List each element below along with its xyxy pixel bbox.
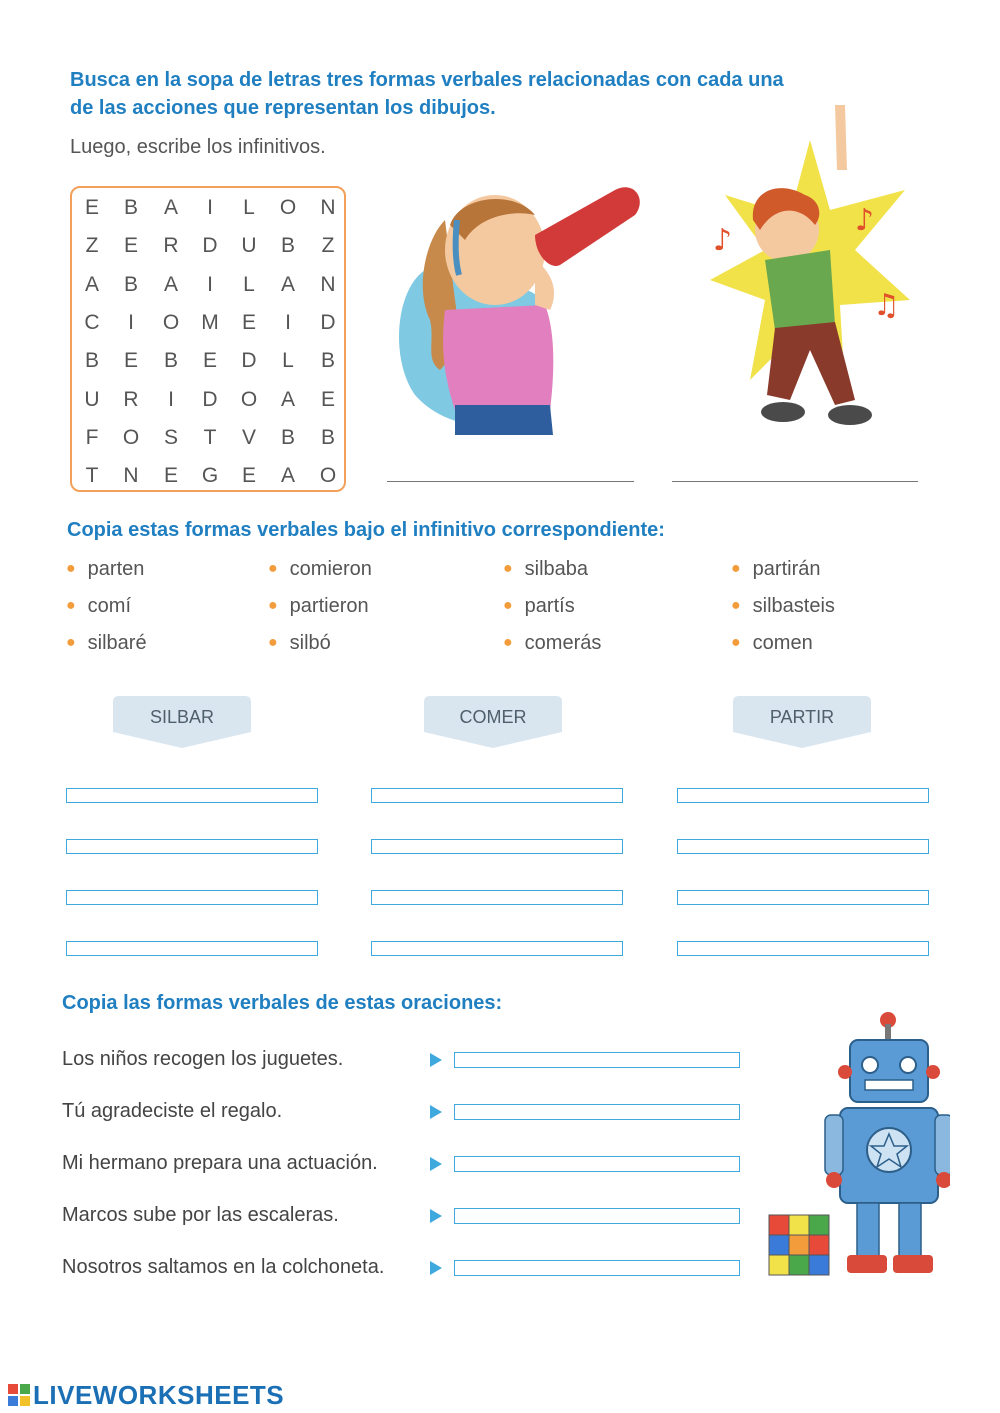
word-search-letter[interactable]: I — [207, 196, 213, 219]
word-search-row — [72, 196, 344, 234]
instruction-then-write: Luego, escribe los infinitivos. — [70, 136, 326, 158]
word-search-letter[interactable]: O — [122, 425, 140, 449]
verb-form-item — [731, 595, 835, 618]
answer-input-comer[interactable] — [371, 941, 623, 956]
word-search-letter[interactable]: I — [168, 387, 174, 411]
verb-form-item — [268, 632, 331, 655]
word-search-row — [72, 349, 344, 387]
instruction-copy-forms: Copia estas formas verbales bajo el infinitivo correspondiente: — [67, 519, 665, 541]
bullet-dot-icon: ● — [731, 597, 741, 614]
sentence-answer-input[interactable] — [454, 1260, 740, 1276]
answer-input-silbar[interactable] — [66, 788, 318, 803]
sentence-answer-input[interactable] — [454, 1208, 740, 1224]
verb-form-text: comieron — [289, 558, 372, 580]
bullet-dot-icon: ● — [66, 560, 76, 577]
sentence-answer-input[interactable] — [454, 1052, 740, 1068]
bullet-dot-icon: ● — [268, 597, 278, 614]
answer-input-comer[interactable] — [371, 839, 623, 854]
word-search-letter[interactable]: N — [123, 464, 139, 488]
verb-form-item — [66, 632, 147, 655]
verb-form-item — [503, 632, 601, 655]
word-search-letter[interactable]: B — [280, 234, 295, 258]
answer-input-partir[interactable] — [677, 788, 929, 803]
verb-form-item — [731, 558, 820, 581]
word-search-row — [72, 311, 344, 349]
word-search-letter[interactable]: A — [163, 272, 178, 296]
instruction-search-line2: de las acciones que representan los dibujos. — [70, 97, 496, 119]
bullet-dot-icon: ● — [268, 634, 278, 651]
word-search-letter[interactable]: B — [320, 425, 335, 449]
sentence-text: Nosotros saltamos en la colchoneta. — [62, 1256, 385, 1278]
arrow-right-icon — [430, 1157, 442, 1171]
word-search-letter[interactable]: O — [319, 464, 337, 488]
verb-form-text: silbasteis — [752, 595, 835, 617]
word-search-letter[interactable]: L — [243, 272, 255, 296]
instruction-copy-sentences: Copia las formas verbales de estas oraciones: — [62, 992, 503, 1014]
word-search-letter[interactable]: O — [162, 310, 180, 334]
arrow-right-icon — [430, 1053, 442, 1067]
category-label: SILBAR — [149, 707, 215, 727]
word-search-letter[interactable]: B — [320, 349, 335, 373]
word-search-letter[interactable]: V — [241, 425, 256, 449]
verb-form-text: comí — [87, 595, 132, 617]
category-label: PARTIR — [769, 707, 835, 727]
word-search-letter[interactable]: U — [241, 234, 257, 258]
word-search-letter[interactable]: S — [163, 425, 178, 449]
word-search-letter[interactable]: E — [84, 196, 99, 219]
verb-form-item — [503, 595, 575, 618]
bullet-dot-icon: ● — [66, 634, 76, 651]
verb-form-text: partís — [524, 595, 575, 617]
bullet-dot-icon: ● — [268, 560, 278, 577]
word-search-letter[interactable]: I — [207, 272, 213, 296]
infinitive-line-drinking[interactable] — [387, 481, 634, 482]
bullet-dot-icon: ● — [503, 634, 513, 651]
footer-brand: LIVEWORKSHEETS — [33, 1380, 285, 1410]
word-search-row — [72, 388, 344, 426]
arrow-right-icon — [430, 1105, 442, 1119]
word-search-letter[interactable]: E — [241, 464, 256, 488]
word-search-letter[interactable]: D — [241, 349, 257, 373]
answer-input-comer[interactable] — [371, 890, 623, 905]
verb-form-item — [731, 632, 813, 655]
word-search-letter[interactable]: B — [123, 196, 138, 219]
word-search-grid — [70, 186, 346, 492]
arrow-right-icon — [430, 1261, 442, 1275]
verb-form-text: partieron — [289, 595, 369, 617]
instruction-search-line1: Busca en la sopa de letras tres formas verbales relacionadas con cada una — [70, 69, 784, 91]
word-search-letter[interactable]: M — [201, 310, 219, 334]
word-search-letter[interactable]: E — [123, 234, 138, 258]
word-search-row — [72, 234, 344, 272]
answer-input-silbar[interactable] — [66, 890, 318, 905]
bullet-dot-icon: ● — [503, 560, 513, 577]
word-search-letter[interactable]: A — [280, 464, 295, 488]
category-label: COMER — [459, 707, 527, 727]
robot-illustration — [765, 1010, 950, 1280]
word-search-letter[interactable]: N — [320, 196, 336, 219]
liveworksheets-logo-icon — [8, 1384, 30, 1406]
verb-form-item — [66, 558, 144, 581]
sentence-text: Los niños recogen los juguetes. — [62, 1048, 344, 1070]
sentence-text: Mi hermano prepara una actuación. — [62, 1152, 378, 1174]
word-search-letter[interactable]: D — [202, 234, 218, 258]
girl-drinking-illustration — [385, 180, 645, 445]
svg-text:♪: ♪ — [855, 203, 875, 238]
boy-dancing-illustration — [705, 100, 915, 445]
arrow-right-icon — [430, 1209, 442, 1223]
word-search-row — [72, 464, 344, 502]
word-search-letter[interactable]: D — [320, 310, 336, 334]
category-banner-silbar — [113, 696, 251, 748]
sentence-text: Tú agradeciste el regalo. — [62, 1100, 283, 1122]
verb-form-text: partirán — [752, 558, 821, 580]
word-search-letter[interactable]: R — [123, 387, 139, 411]
answer-input-silbar[interactable] — [66, 941, 318, 956]
word-search-letter[interactable]: A — [163, 196, 178, 219]
word-search-letter[interactable]: E — [123, 349, 138, 373]
sentence-answer-input[interactable] — [454, 1156, 740, 1172]
word-search-letter[interactable]: T — [203, 425, 217, 449]
svg-text:♪: ♪ — [713, 223, 733, 258]
word-search-letter[interactable]: O — [240, 387, 258, 411]
bullet-dot-icon: ● — [731, 560, 741, 577]
word-search-letter[interactable]: L — [282, 349, 294, 373]
verb-form-item — [268, 558, 372, 581]
answer-input-silbar[interactable] — [66, 839, 318, 854]
word-search-letter[interactable]: C — [84, 310, 100, 334]
verb-form-text: silbó — [289, 632, 331, 654]
word-search-letter[interactable]: I — [128, 310, 134, 334]
word-search-letter[interactable]: B — [163, 349, 178, 373]
verb-form-text: silbaré — [87, 632, 147, 654]
answer-input-partir[interactable] — [677, 890, 929, 905]
verb-form-text: silbaba — [524, 558, 589, 580]
verb-form-item — [503, 558, 588, 581]
word-search-letter[interactable]: A — [280, 387, 295, 411]
word-search-letter[interactable]: I — [285, 310, 291, 334]
sentence-text: Marcos sube por las escaleras. — [62, 1204, 339, 1226]
svg-text:♫: ♫ — [873, 288, 900, 323]
word-search-letter[interactable]: A — [84, 272, 99, 296]
word-search-letter[interactable]: E — [241, 310, 256, 334]
word-search-letter[interactable]: Z — [85, 234, 99, 258]
word-search-letter[interactable]: O — [279, 196, 297, 219]
word-search-letter[interactable]: T — [85, 464, 99, 488]
word-search-letter[interactable]: R — [163, 234, 179, 258]
sentence-answer-input[interactable] — [454, 1104, 740, 1120]
word-search-letter[interactable]: G — [201, 464, 219, 488]
word-search-letter[interactable]: L — [243, 196, 255, 219]
category-banner-comer — [424, 696, 562, 748]
word-search-letter[interactable]: A — [280, 272, 295, 296]
category-banner-partir — [733, 696, 871, 748]
bullet-dot-icon: ● — [503, 597, 513, 614]
word-search-letter[interactable]: N — [320, 272, 336, 296]
word-search-letter[interactable]: D — [202, 387, 218, 411]
answer-input-partir[interactable] — [677, 941, 929, 956]
word-search-letter[interactable]: U — [84, 387, 100, 411]
word-search-letter[interactable]: Z — [321, 234, 335, 258]
answer-input-partir[interactable] — [677, 839, 929, 854]
verb-form-text: comen — [752, 632, 813, 654]
word-search-letter[interactable]: E — [320, 387, 335, 411]
word-search-row — [72, 273, 344, 311]
word-search-letter[interactable]: B — [280, 425, 295, 449]
verb-form-item — [66, 595, 131, 618]
verb-form-text: comerás — [524, 632, 602, 654]
infinitive-line-dancing[interactable] — [672, 481, 918, 482]
verb-form-item — [268, 595, 369, 618]
word-search-row — [72, 426, 344, 464]
word-search-letter[interactable]: E — [163, 464, 178, 488]
bullet-dot-icon: ● — [731, 634, 741, 651]
word-search-letter[interactable]: E — [202, 349, 217, 373]
word-search-letter[interactable]: F — [85, 425, 99, 449]
bullet-dot-icon: ● — [66, 597, 76, 614]
verb-form-text: parten — [87, 558, 145, 580]
word-search-letter[interactable]: B — [123, 272, 138, 296]
word-search-letter[interactable]: B — [84, 349, 99, 373]
answer-input-comer[interactable] — [371, 788, 623, 803]
